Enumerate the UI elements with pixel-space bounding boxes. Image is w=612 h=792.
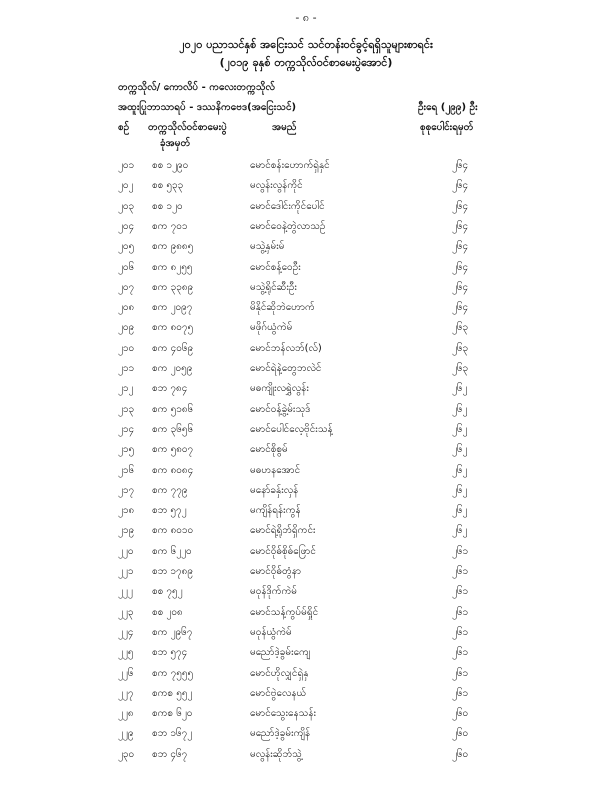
row-number: ၂၁၀ <box>118 342 135 354</box>
total-score: ၂၆၄ <box>452 281 469 293</box>
applicant-name: မောင်စန်းဟောက်ရှဲနှင် <box>250 160 330 171</box>
total-score: ၂၆၂ <box>452 464 468 476</box>
table-row <box>0 178 612 200</box>
roll-number: စဘ ၅၇၂ <box>152 505 187 517</box>
row-number: ၂၂၄ <box>118 626 134 638</box>
row-number: ၂၀၅ <box>118 241 135 253</box>
roll-number: စက ၃၆၅၆ <box>152 423 194 435</box>
header-score: စုစုပေါင်းရမှတ် <box>420 122 474 133</box>
roll-number: စဘ ၄၆၇ <box>152 748 188 760</box>
applicant-name: မောင်ဝန့်ခွဲ့မ်းသုဒ် <box>250 403 311 415</box>
applicant-name: မောင်ဒေါင်းကိုင်ပေါင် <box>250 200 325 212</box>
applicant-name: မောင်ဟိုလျှင်ရှဲနှ <box>250 667 309 679</box>
table-row <box>0 280 612 302</box>
applicant-name: မောင်ပေါင်လေ့ဗိုင်းသန့် <box>250 423 333 435</box>
total-score: ၂၆၄ <box>452 180 469 192</box>
total-score: ၂၆၄ <box>452 220 469 232</box>
university-label: တက္ကသိုလ်/ ကောလိပ် - ကလေးတက္ကသိုလ် <box>118 82 275 93</box>
applicant-name: မသွဲ့ရိုင်ဆီးဦး <box>250 281 297 293</box>
total-score: ၂၆၄ <box>452 160 469 171</box>
roll-number: စစ ၂၀၈ <box>152 606 183 618</box>
table-row <box>0 584 612 606</box>
applicant-name: မကျိန်ရန်းကွန် <box>250 505 301 517</box>
table-row <box>0 666 612 688</box>
row-number: ၂၂၉ <box>118 728 134 740</box>
applicant-name: မောင်ဝိုဓ်တွံနာ <box>250 566 302 577</box>
table-row <box>0 605 612 627</box>
roll-number: စဘ ၁၇၈၉ <box>152 566 194 577</box>
applicant-name: မလွန်းဆိုဘ်သွဲ့ <box>250 748 302 760</box>
table-row <box>0 726 612 748</box>
document-subtitle: (၂၀၁၉ ခုနှစ် တက္ကသိုလ်ဝင်စာမေးပွဲအောင်) <box>219 56 393 69</box>
row-number: ၂၀၉ <box>118 322 135 334</box>
applicant-name: မောင်ရဲ့ရိုဘ်ရှိကင်း <box>250 525 316 537</box>
applicant-name: မောင်ဝိုဓ်စိုဓ်ဖြောင် <box>250 545 316 557</box>
table-row <box>0 260 612 282</box>
total-score: ၂၆၄ <box>452 200 469 212</box>
document-title: ၂၀၂၀ ပညာသင်နှစ် အငြေးသင် သင်တန်းဝင်ခွင့်ရရှိသူများစာရင်း <box>179 38 433 51</box>
roll-number: စစ ၇၅၂ <box>152 586 183 598</box>
applicant-name: မဓကျိုးလရွှဲလွန်း <box>250 383 309 395</box>
total-score: ၂၆၄ <box>452 241 469 253</box>
roll-number: စစ ၁၂၀ <box>152 200 183 212</box>
table-row <box>0 199 612 221</box>
table-row <box>0 442 612 464</box>
row-number: ၂၀၈ <box>118 302 135 314</box>
total-score: ၂၆၁ <box>452 626 469 638</box>
row-number: ၂၁၇ <box>118 484 135 496</box>
row-number: ၂၂၇ <box>118 687 134 699</box>
total-score: ၂၆၁ <box>452 687 469 699</box>
total-score: ၂၆၃ <box>452 342 469 354</box>
total-score: ၂၆၁ <box>452 647 469 659</box>
header-name: အမည် <box>272 122 297 133</box>
table-row <box>0 503 612 525</box>
roll-number: စစ ၁၂၉၀ <box>152 160 189 171</box>
total-score: ၂၆၂ <box>452 383 468 395</box>
row-number: ၂၁၁ <box>118 363 135 374</box>
total-score: ၂၆၁ <box>452 606 469 618</box>
row-number: ၂၁၂ <box>118 383 134 395</box>
row-number: ၂၂၀ <box>118 545 134 557</box>
applicant-name: မဖိုဂ်ယွံကဲမ် <box>250 322 293 334</box>
table-row <box>0 361 612 383</box>
row-number: ၂၁၃ <box>118 403 135 415</box>
row-number: ၂၀၂ <box>118 180 134 192</box>
row-number: ၂၀၄ <box>118 220 135 232</box>
total-score: ၂၆၃ <box>452 322 469 334</box>
table-row <box>0 747 612 769</box>
roll-number: စက ၇၀၁ <box>152 220 188 232</box>
table-row <box>0 300 612 322</box>
applicant-name: မိနိုင်ဆိုဘဲဟောက် <box>250 302 315 314</box>
table-row <box>0 422 612 444</box>
total-score: ၂၆၀ <box>452 748 469 760</box>
roll-number: စက ၈၀၈၄ <box>152 464 194 476</box>
roll-number: စက ၈၂၅၅ <box>152 261 193 273</box>
applicant-name: မလွန်းလွန်ကိုင် <box>250 180 303 192</box>
roll-number: စဘ ၁၆၇၂ <box>152 728 193 740</box>
row-number: ၂၀၃ <box>118 200 135 212</box>
table-row <box>0 381 612 403</box>
row-number: ၂၀၇ <box>118 281 135 293</box>
applicant-name: မနော်ခနှ်းလှန် <box>250 484 299 496</box>
roll-number: စက ၇၅၅၅ <box>152 667 194 679</box>
table-row <box>0 625 612 647</box>
applicant-name: မညော်ဒဲ့ခွမ်းကျေ <box>250 647 311 659</box>
roll-number: စက ၈၀၇၅ <box>152 322 194 334</box>
total-score: ၂၆၁ <box>452 667 469 679</box>
table-row <box>0 158 612 180</box>
applicant-name: မောင်ဝေနဲ့တွဲလာသဉ် <box>250 220 326 232</box>
table-row <box>0 341 612 363</box>
applicant-name: မောင်သန့်ကွပ်မ်ရှိုင် <box>250 606 319 618</box>
roll-number: စက ၉၈၈၅ <box>152 241 194 253</box>
row-number: ၂၂၆ <box>118 667 134 679</box>
row-number: ၂၀၆ <box>118 261 135 273</box>
row-number: ၂၂၂ <box>118 586 133 598</box>
total-score: ၂၆၄ <box>452 302 469 314</box>
roll-number: စက ၄၀၆၉ <box>152 342 194 354</box>
total-score: ၂၆၁ <box>452 545 469 557</box>
row-number: ၂၀၁ <box>118 160 135 171</box>
total-score: ၂၆၂ <box>452 505 468 517</box>
header-roll: တက္ကသိုလ်ဝင်စာမေးပွဲ <box>148 122 227 133</box>
total-score: ၂၆၂ <box>452 403 468 415</box>
table-row <box>0 483 612 505</box>
roll-number: စက ၅၁၈၆ <box>152 403 194 415</box>
roll-number: စဘ ၇၈၄ <box>152 383 188 395</box>
roll-number: စက ၇၇၉ <box>152 484 188 496</box>
applicant-name: မောင်ဗွဲလေနယ် <box>250 687 307 699</box>
table-row <box>0 463 612 485</box>
row-number: ၂၁၅ <box>118 444 135 456</box>
total-score: ၂၆၁ <box>452 566 469 577</box>
total-score: ၂၆၂ <box>452 484 468 496</box>
total-score: ၂၆၀ <box>452 708 469 720</box>
applicant-name: မောင်စန့်ဝေဦး <box>250 261 301 273</box>
major-label: အထူးပြုဘာသာရပ် - ဒဿနိကဗေဒ(အငြေးသင်) <box>118 102 297 113</box>
required-count-label: ဦးရေ (၂၉၉) ဦး <box>418 102 478 113</box>
table-row <box>0 523 612 545</box>
header-no: စဉ် <box>118 122 130 133</box>
table-row <box>0 706 612 728</box>
row-number: ၂၁၉ <box>118 525 135 537</box>
applicant-name: မဝုန်ယွံကဲမ် <box>250 626 292 638</box>
roll-number: စက ၂၀၅၉ <box>152 363 193 374</box>
roll-number: စက ၃၃၈၉ <box>152 281 194 293</box>
row-number: ၂၂၈ <box>118 708 134 720</box>
roll-number: စကစ ၅၅၂ <box>152 687 193 699</box>
applicant-name: မောင်ဘန်လဘ်(လ်) <box>250 342 322 354</box>
roll-number: စက ၈၀၁၀ <box>152 525 194 537</box>
applicant-name: မဓဟနအောင် <box>250 464 301 476</box>
row-number: ၂၂၁ <box>118 566 134 577</box>
row-number: ၂၁၄ <box>118 423 135 435</box>
roll-number: စကစ ၆၂၀ <box>152 708 193 720</box>
table-row <box>0 402 612 424</box>
row-number: ၂၃၀ <box>118 748 135 760</box>
header-roll-line2: ခုံအမှတ် <box>160 138 191 149</box>
total-score: ၂၆၂ <box>452 444 468 456</box>
total-score: ၂၆၀ <box>452 728 469 740</box>
roll-number: စက ၆၂၂၀ <box>152 545 192 557</box>
page-number: - ၈ - <box>295 11 317 24</box>
roll-number: စစ ၅၃၃ <box>152 180 184 192</box>
total-score: ၂၆၁ <box>452 586 469 598</box>
roll-number: စက ၅၈၀၇ <box>152 444 194 456</box>
table-row <box>0 544 612 566</box>
applicant-name: မောင်ရဲနဲ့တွေဘလဲင် <box>250 363 322 374</box>
row-number: ၂၁၆ <box>118 464 135 476</box>
table-row <box>0 645 612 667</box>
applicant-name: မညော်ဒဲ့ခွမ်းကျိန် <box>250 728 311 740</box>
roll-number: စဘ ၅၇၄ <box>152 647 188 659</box>
table-row <box>0 239 612 261</box>
applicant-name: မောင်သွေးနေသန်း <box>250 708 317 720</box>
total-score: ၂၆၄ <box>452 261 469 273</box>
applicant-name: မသွဲ့နှမ်းမ် <box>250 241 285 253</box>
row-number: ၂၂၃ <box>118 606 134 618</box>
total-score: ၂၆၃ <box>452 363 469 374</box>
table-row <box>0 320 612 342</box>
applicant-name: မဝုန်ဒိုက်ကဲမ် <box>250 586 298 598</box>
table-row <box>0 564 612 586</box>
total-score: ၂၆၂ <box>452 525 468 537</box>
applicant-name: မောင်စိုစွမ် <box>250 444 288 456</box>
roll-number: စက ၂၀၉၇ <box>152 302 193 314</box>
table-row <box>0 686 612 708</box>
table-row <box>0 219 612 241</box>
roll-number: စက ၂၉၆၇ <box>152 626 193 638</box>
row-number: ၂၂၅ <box>118 647 134 659</box>
total-score: ၂၆၂ <box>452 423 468 435</box>
row-number: ၂၁၈ <box>118 505 135 517</box>
